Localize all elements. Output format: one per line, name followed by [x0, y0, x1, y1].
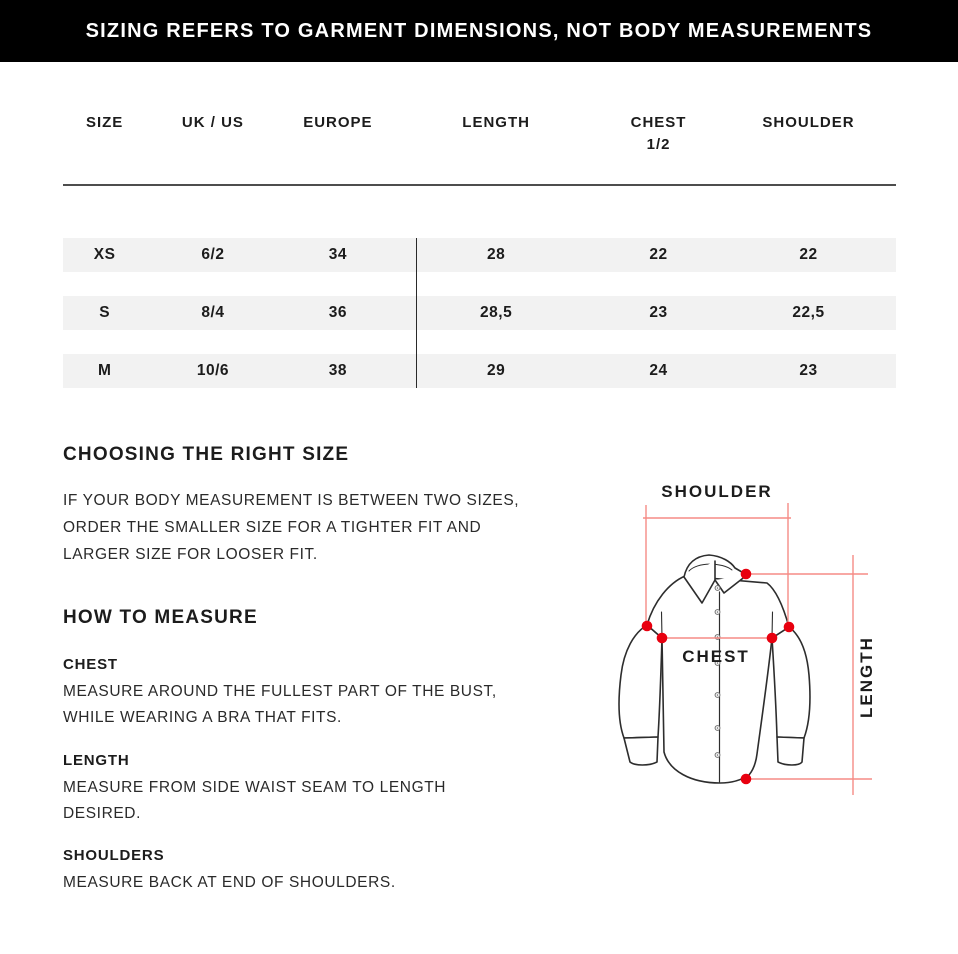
how-to-measure-title: HOW TO MEASURE: [63, 607, 258, 628]
measure-chest-line: MEASURE AROUND THE FULLEST PART OF THE BUST,: [63, 683, 497, 700]
choosing-size-text: [63, 487, 519, 568]
cell-shoulder: 23: [799, 362, 818, 379]
cell-chest: 24: [649, 362, 668, 379]
cell-size: S: [99, 304, 111, 321]
col-header-chest: [596, 112, 721, 156]
measure-chest-line: WHILE WEARING A BRA THAT FITS.: [63, 709, 342, 726]
col-header-europe: EUROPE: [303, 114, 373, 131]
cell-europe: 34: [328, 246, 347, 263]
choosing-size-line: IF YOUR BODY MEASUREMENT IS BETWEEN TWO SIZES,: [63, 492, 520, 509]
measure-length-text: [63, 775, 446, 827]
shirt-diagram-svg: [590, 470, 958, 800]
table-column-divider: [416, 238, 417, 388]
choosing-size-line: ORDER THE SMALLER SIZE FOR A TIGHTER FIT AND: [63, 519, 482, 536]
choosing-size-title: CHOOSING THE RIGHT SIZE: [63, 444, 350, 465]
diagram-shoulder-label: SHOULDER: [661, 482, 773, 501]
col-header-uk-us: UK / US: [181, 114, 244, 131]
size-table-header: [63, 112, 896, 156]
cell-shoulder: 22,5: [792, 304, 825, 321]
banner-text: SIZING REFERS TO GARMENT DIMENSIONS, NOT BODY MEASUREMENTS: [85, 19, 873, 42]
cell-europe: 38: [328, 362, 347, 379]
cell-chest: 23: [649, 304, 668, 321]
cell-europe: 36: [328, 304, 347, 321]
measure-shoulders-text: [63, 870, 396, 896]
col-header-length: LENGTH: [462, 114, 530, 131]
cell-chest: 22: [649, 246, 668, 263]
table-row-s: [63, 296, 896, 330]
table-header-rule: [63, 184, 896, 186]
table-row-m: [63, 354, 896, 388]
measure-shoulders-heading: SHOULDERS: [63, 847, 165, 864]
measure-length-line: DESIRED.: [63, 805, 142, 822]
banner: [0, 0, 958, 62]
cell-uk-us: 6/2: [201, 246, 225, 263]
cell-length: 29: [487, 362, 506, 379]
measure-chest-heading: CHEST: [63, 656, 118, 673]
cell-uk-us: 10/6: [196, 362, 230, 379]
col-header-shoulder: SHOULDER: [762, 114, 855, 131]
measure-shoulders-line: MEASURE BACK AT END OF SHOULDERS.: [63, 874, 396, 891]
choosing-size-line: LARGER SIZE FOR LOOSER FIT.: [63, 546, 318, 563]
measure-chest-text: [63, 679, 497, 731]
shirt-measurement-diagram: [590, 470, 958, 800]
cell-uk-us: 8/4: [201, 304, 225, 321]
cell-shoulder: 22: [799, 246, 818, 263]
cell-size: XS: [93, 246, 116, 263]
cell-length: 28,5: [480, 304, 513, 321]
table-row-xs: [63, 238, 896, 272]
col-header-chest-line1: CHEST: [630, 114, 687, 131]
diagram-chest-label: CHEST: [682, 647, 750, 666]
shirt-outline: [619, 555, 810, 783]
measure-length-line: MEASURE FROM SIDE WAIST SEAM TO LENGTH: [63, 779, 447, 796]
cell-size: M: [97, 362, 112, 379]
cell-length: 28: [487, 246, 506, 263]
diagram-length-label: LENGTH: [857, 636, 876, 718]
col-header-chest-line2: 1/2: [646, 136, 671, 153]
measure-length-heading: LENGTH: [63, 752, 130, 769]
col-header-size: SIZE: [85, 114, 124, 131]
